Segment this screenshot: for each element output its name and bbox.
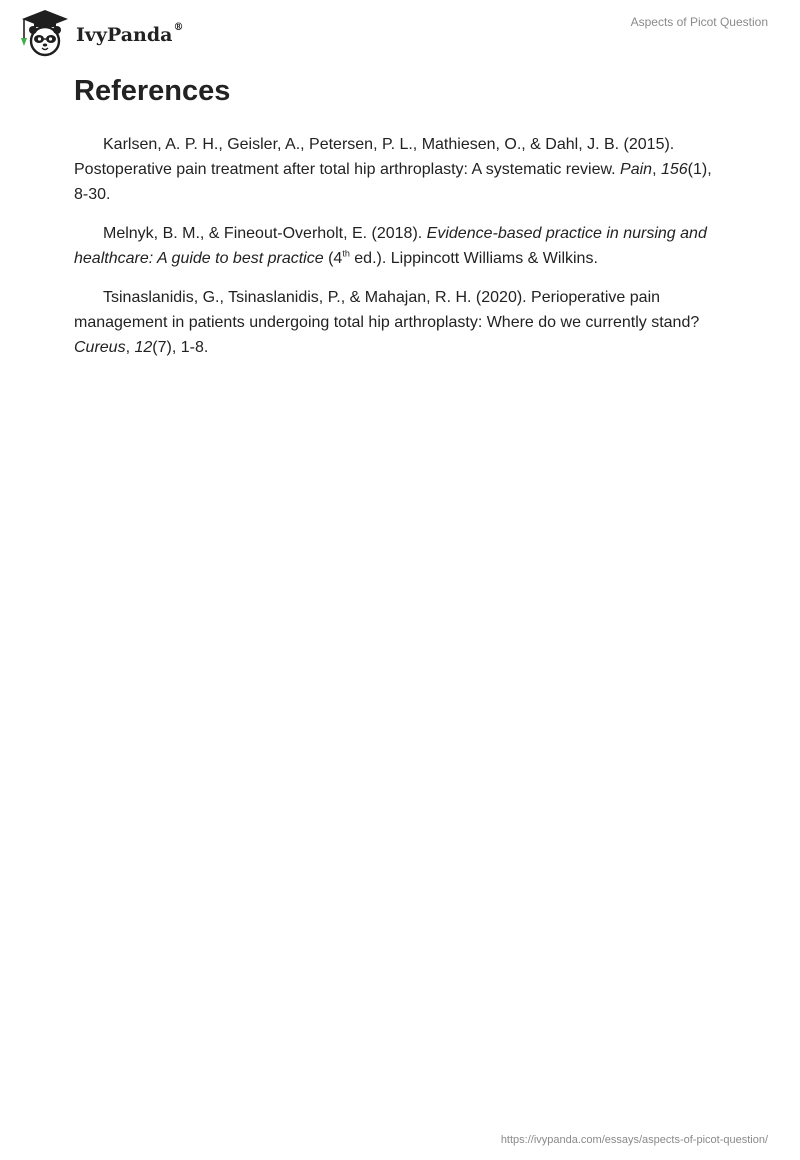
reference-journal: Pain [620, 161, 653, 178]
registered-mark: ® [173, 22, 184, 33]
reference-authors: Tsinaslanidis, G., Tsinaslanidis, P., & Mahajan, R. H. (2020). Perioperative pain management in patients undergoing total hip arthroplasty: Where do we currently stand? [74, 289, 700, 331]
reference-separator: , [125, 339, 135, 356]
reference-pages: (7), 1-8. [152, 339, 209, 356]
reference-pages: (1), 8-30. [74, 161, 712, 203]
panda-graduation-cap-icon [16, 8, 74, 58]
reference-separator: , [652, 161, 661, 178]
references-heading: References [74, 75, 231, 107]
reference-item [74, 221, 724, 271]
reference-journal: Cureus [74, 339, 126, 356]
reference-edition-suffix: th [342, 248, 350, 259]
reference-publisher: ed.). Lippincott Williams & Wilkins. [349, 250, 598, 267]
reference-volume: 12 [134, 339, 153, 356]
brand-logo[interactable] [16, 8, 183, 58]
reference-volume: 156 [660, 161, 688, 178]
reference-item [74, 132, 724, 207]
brand-name: IvyPanda® [76, 22, 184, 46]
page-header [0, 0, 800, 64]
reference-authors: Melnyk, B. M., & Fineout-Overholt, E. (2018). [103, 225, 427, 242]
reference-authors: Karlsen, A. P. H., Geisler, A., Petersen, P. L., Mathiesen, O., & Dahl, J. B. (2015). Postoperative pain treatment after total hip arthroplasty: A systematic review. [74, 136, 675, 178]
document-title: Aspects of Picot Question [630, 15, 768, 29]
reference-edition: (4 [323, 250, 343, 267]
reference-book-title: Evidence-based practice in nursing and healthcare: A guide to best practice [74, 225, 707, 267]
reference-item [74, 285, 724, 360]
source-url-link[interactable]: https://ivypanda.com/essays/aspects-of-picot-question/ [500, 1134, 768, 1146]
references-list [74, 132, 724, 374]
